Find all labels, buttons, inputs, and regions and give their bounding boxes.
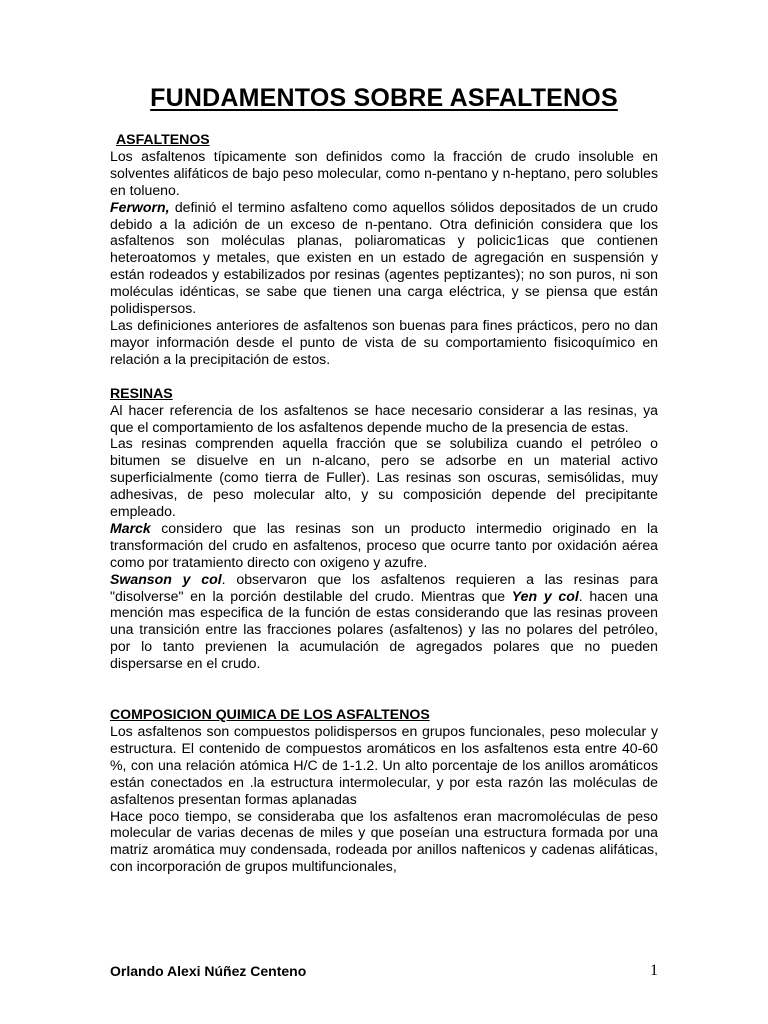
section-heading-asfaltenos: ASFALTENOS [116,131,210,147]
paragraph: Hace poco tiempo, se consideraba que los asfaltenos eran macromoléculas de peso molecular de varias decenas de miles y que poseían una estructura formada por una matriz aromática muy condensada, rodeada por anillos naftenicos y cadenas alifáticas, con incorporación de grupos multifuncionales, [110,807,658,875]
page-number: 1 [650,962,658,979]
paragraph: Swanson y col. observaron que los asfaltenos requieren a las resinas para "disolverse" en la porción destilable del crudo. Mientras que Yen y col. hacen una mención mas especifica de la función de estas considerando que las resinas proveen una transición entre las fracciones polares (asfaltenos) y las no polares del petróleo, por lo tanto previenen la acumulación de agregados polares que no pueden dispersarse en el crudo. [110,570,658,672]
paragraph: Los asfaltenos son compuestos polidispersos en grupos funcionales, peso molecular y estructura. El contenido de compuestos aromáticos en los asfaltenos esta entre 40-60 %, con una relación atómica H/C de 1-1.2. Un alto porcentaje de los anillos aromáticos están conectados en .la estructura intermolecular, y por esta razón las moléculas de asfaltenos presentan formas aplanadas [110,723,658,807]
paragraph: Los asfaltenos típicamente son definidos como la fracción de crudo insoluble en solventes alifáticos de bajo peso molecular, como n-pentano y n-heptano, pero solubles en tolueno. [110,147,658,198]
paragraph: Al hacer referencia de los asfaltenos se hace necesario considerar a las resinas, ya que el comportamiento de los asfaltenos depende mucho de la presencia de estas. [110,401,658,435]
footer-author: Orlando Alexi Núñez Centeno [110,963,307,979]
paragraph: Las resinas comprenden aquella fracción que se solubiliza cuando el petróleo o bitumen se disuelve en un n-alcano, pero se adsorbe en un material activo superficialmente (como tierra de Fuller). Las resinas son oscuras, semisólidas, muy adhesivas, de peso molecular alto, y su composición depende del precipitante empleado. [110,435,658,520]
paragraph: Marck considero que las resinas son un producto intermedio originado en la transformación del crudo en asfaltenos, proceso que ocurre tanto por oxidación aérea como por tratamiento directo con oxigeno y azufre. [110,519,658,570]
author-reference: Yen y col [511,587,579,604]
author-reference: Marck [110,519,151,536]
document-title: FUNDAMENTOS SOBRE ASFALTENOS [150,84,618,112]
section-heading-composicion: COMPOSICION QUIMICA DE LOS ASFALTENOS [110,706,430,723]
paragraph: Las definiciones anteriores de asfaltenos son buenas para fines prácticos, pero no dan mayor información desde el punto de vista de su comportamiento fisicoquímico en relación a la precipitación de estos. [110,316,658,367]
section-heading-resinas: RESINAS [110,384,173,401]
document-body [110,131,658,875]
author-reference: Ferworn, [110,198,170,215]
paragraph: Ferworn, definió el termino asfalteno como aquellos sólidos depositados de un crudo debido a la adición de un exceso de n-pentano. Otra definición considera que los asfaltenos son moléculas planas, poliaromaticas y policic1icas que contienen heteroatomos y metales, que existen en un estado de agregación en suspensión y están rodeados y estabilizados por resinas (agentes peptizantes); no son puros, ni son moléculas idénticas, se sabe que tienen una carga eléctrica, y se piensa que están polidispersos. [110,198,658,317]
author-reference: Swanson y col [110,570,222,587]
